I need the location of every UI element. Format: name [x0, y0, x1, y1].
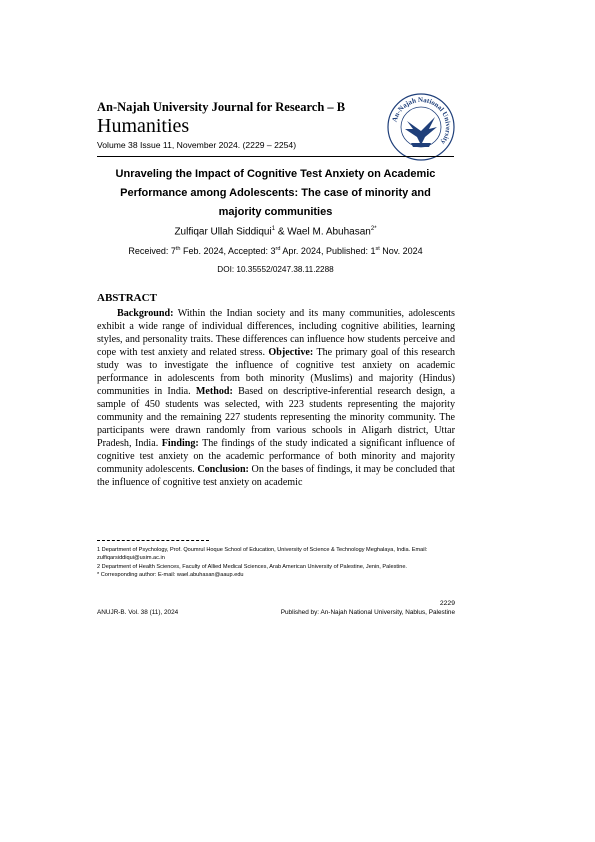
book-emblem-icon	[411, 143, 431, 147]
title-line: Performance among Adolescents: The case of minority and	[120, 187, 431, 199]
author-affiliation-mark: 2*	[370, 226, 377, 232]
abstract-label-background: Background:	[117, 308, 174, 319]
publication-dates	[97, 246, 454, 256]
abstract-text: Within the Indian society and its many communities, adolescents exhibit a wide range of individual differences, including cognitive abilities, learning styles, and personality traits. These differences can influence how students perceive and cope with test anxiety and related stress.	[97, 308, 455, 358]
title-line: Unraveling the Impact of Cognitive Test Anxiety on Academic	[115, 168, 436, 180]
abstract-label-finding: Finding:	[161, 438, 199, 449]
header-rule	[97, 156, 454, 157]
abstract-text: The findings of the study indicated a significant influence of cognitive test anxiety on the academic performance of both minority and majority community adolescents.	[97, 438, 456, 475]
university-logo	[387, 93, 455, 161]
doi-link[interactable]: DOI: 10.35552/0247.38.11.2288	[217, 265, 334, 274]
publisher-line: Published by: An-Najah National University, Nablus, Palestine	[280, 609, 455, 616]
accepted-date: Feb. 2024, Accepted: 3	[180, 246, 276, 256]
abstract-label-method: Method:	[195, 386, 233, 397]
footnote-affiliation-2: 2 Department of Health Sciences, Faculty of Allied Medical Sciences, Arab American University of Palestine, Jenin, Palestine.	[97, 563, 407, 570]
journal-name: An-Najah University Journal for Research – B	[97, 100, 346, 114]
abstract-text: Based on descriptive-inferential research design, a sample of 450 students was selected, with 223 students representing the majority community and the remaining 227 students representing the minority community. The participants were drawn randomly from various schools in Aligarh district, Uttar Pradesh, India.	[97, 386, 455, 449]
published-date-rest: Nov. 2024	[379, 246, 423, 256]
ordinal-suffix: st	[375, 246, 380, 252]
running-head: ANUJR-B. Vol. 38 (11), 2024	[97, 609, 179, 616]
received-date: Received: 7	[128, 246, 176, 256]
article-title	[97, 165, 454, 222]
abstract-label-objective: Objective:	[268, 347, 314, 358]
page-number: 2229	[439, 600, 455, 607]
footnotes	[97, 546, 455, 580]
abstract-heading: ABSTRACT	[97, 292, 157, 304]
published-date: Apr. 2024, Published: 1	[280, 246, 376, 256]
journal-series: Humanities	[97, 115, 190, 137]
ordinal-suffix: rd	[275, 246, 281, 252]
abstract-label-conclusion: Conclusion:	[197, 464, 249, 475]
author-line	[97, 226, 454, 237]
abstract-text: The primary goal of this research study was to investigate the influence of cognitive test anxiety on academic performance in adolescents from both minority (Muslims) and majority (Hindus) communities in India.	[97, 347, 456, 397]
author-affiliation-mark: 1	[271, 226, 276, 232]
title-line: majority communities	[218, 206, 333, 218]
author-separator: &	[275, 226, 288, 238]
abstract-text: On the bases of findings, it may be concluded that the influence of cognitive test anxiety on academic	[97, 464, 455, 488]
volume-line: Volume 38 Issue 11, November 2024. (2229 – 2254)	[97, 140, 297, 150]
footnote-rule	[97, 540, 209, 541]
logo-text: An-Najah National University	[390, 95, 453, 146]
footnote-affiliation-1: 1 Department of Psychology, Prof. Qoumrul Hoque School of Education, University of Science & Technology Meghalaya, India. Email: zulfiqarsiddiqui@usim.ac.in	[97, 547, 428, 562]
footnote-corresponding: * Corresponding author: E-mail: wael.abuhasan@aaup.edu	[97, 572, 244, 579]
ordinal-suffix: th	[175, 246, 181, 252]
abstract-body	[97, 307, 455, 489]
eagle-emblem-icon	[405, 117, 437, 145]
author-name: Wael M. Abuhasan	[287, 226, 371, 238]
author-name: Zulfiqar Ullah Siddiqui	[174, 226, 272, 238]
